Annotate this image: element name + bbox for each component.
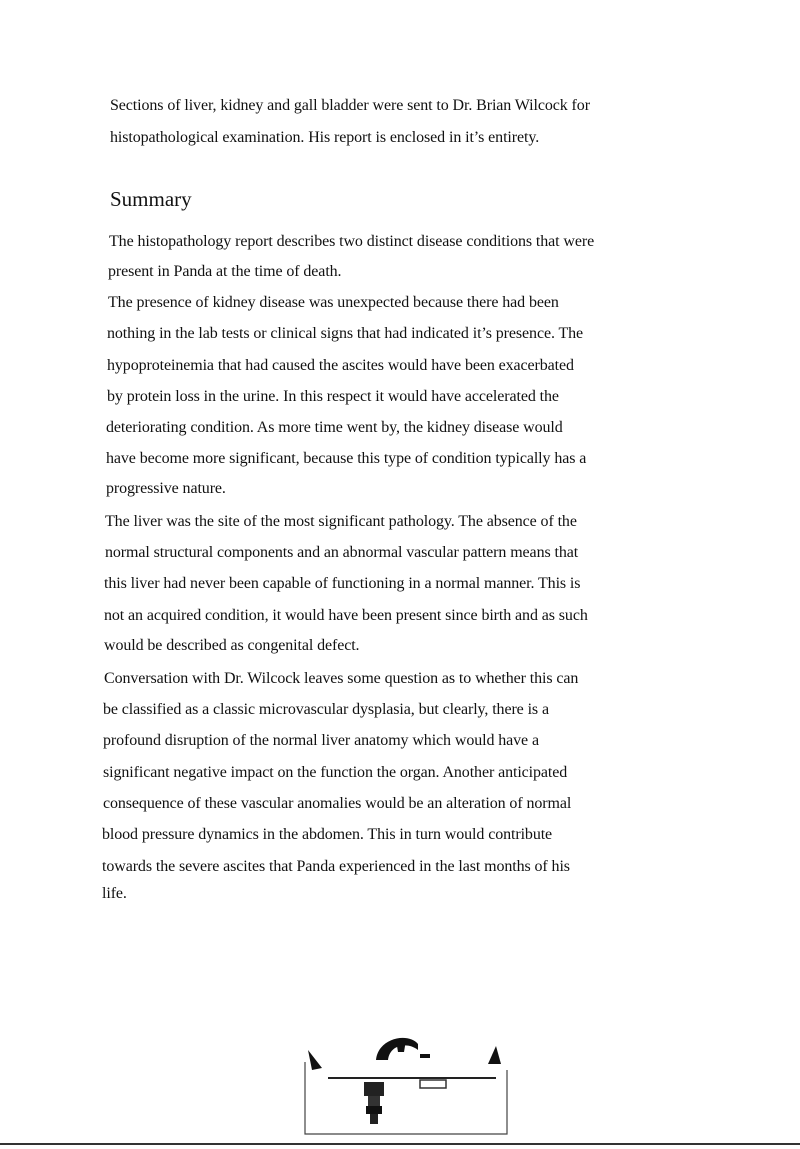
summary-line: towards the severe ascites that Panda experienced in the last months of his [102, 858, 570, 875]
summary-line: present in Panda at the time of death. [108, 263, 342, 280]
summary-line: consequence of these vascular anomalies would be an alteration of normal [103, 795, 572, 812]
intro-line: histopathological examination. His report is enclosed in it’s entirety. [110, 129, 540, 146]
summary-line: significant negative impact on the function the organ. Another anticipated [103, 764, 568, 781]
summary-line: this liver had never been capable of functioning in a normal manner. This is [104, 575, 581, 592]
summary-line: not an acquired condition, it would have been present since birth and as such [104, 607, 588, 624]
summary-line: by protein loss in the urine. In this respect it would have accelerated the [107, 388, 559, 405]
summary-line: The liver was the site of the most significant pathology. The absence of the [105, 513, 577, 530]
clinic-logo [300, 1030, 512, 1138]
summary-line: The presence of kidney disease was unexpected because there had been [108, 294, 559, 311]
intro-line: Sections of liver, kidney and gall bladder were sent to Dr. Brian Wilcock for [110, 97, 590, 114]
summary-line: deteriorating condition. As more time went by, the kidney disease would [106, 419, 563, 436]
summary-line: would be described as congenital defect. [104, 637, 360, 654]
page-bottom-rule [0, 1143, 800, 1145]
summary-line: hypoproteinemia that had caused the ascites would have been exacerbated [107, 357, 574, 374]
summary-line: life. [102, 885, 127, 902]
logo-emblem-icon [300, 1030, 512, 1138]
summary-line: progressive nature. [106, 480, 226, 497]
summary-heading: Summary [110, 187, 192, 211]
summary-line: nothing in the lab tests or clinical signs that had indicated it’s presence. The [107, 325, 584, 342]
summary-line: profound disruption of the normal liver anatomy which would have a [103, 732, 539, 749]
summary-line: normal structural components and an abnormal vascular pattern means that [105, 544, 579, 561]
summary-line: blood pressure dynamics in the abdomen. This in turn would contribute [102, 826, 553, 843]
summary-line: be classified as a classic microvascular dysplasia, but clearly, there is a [103, 701, 549, 718]
summary-line: The histopathology report describes two distinct disease conditions that were [109, 233, 595, 250]
summary-line: Conversation with Dr. Wilcock leaves some question as to whether this can [104, 670, 579, 687]
summary-line: have become more significant, because this type of condition typically has a [106, 450, 587, 467]
